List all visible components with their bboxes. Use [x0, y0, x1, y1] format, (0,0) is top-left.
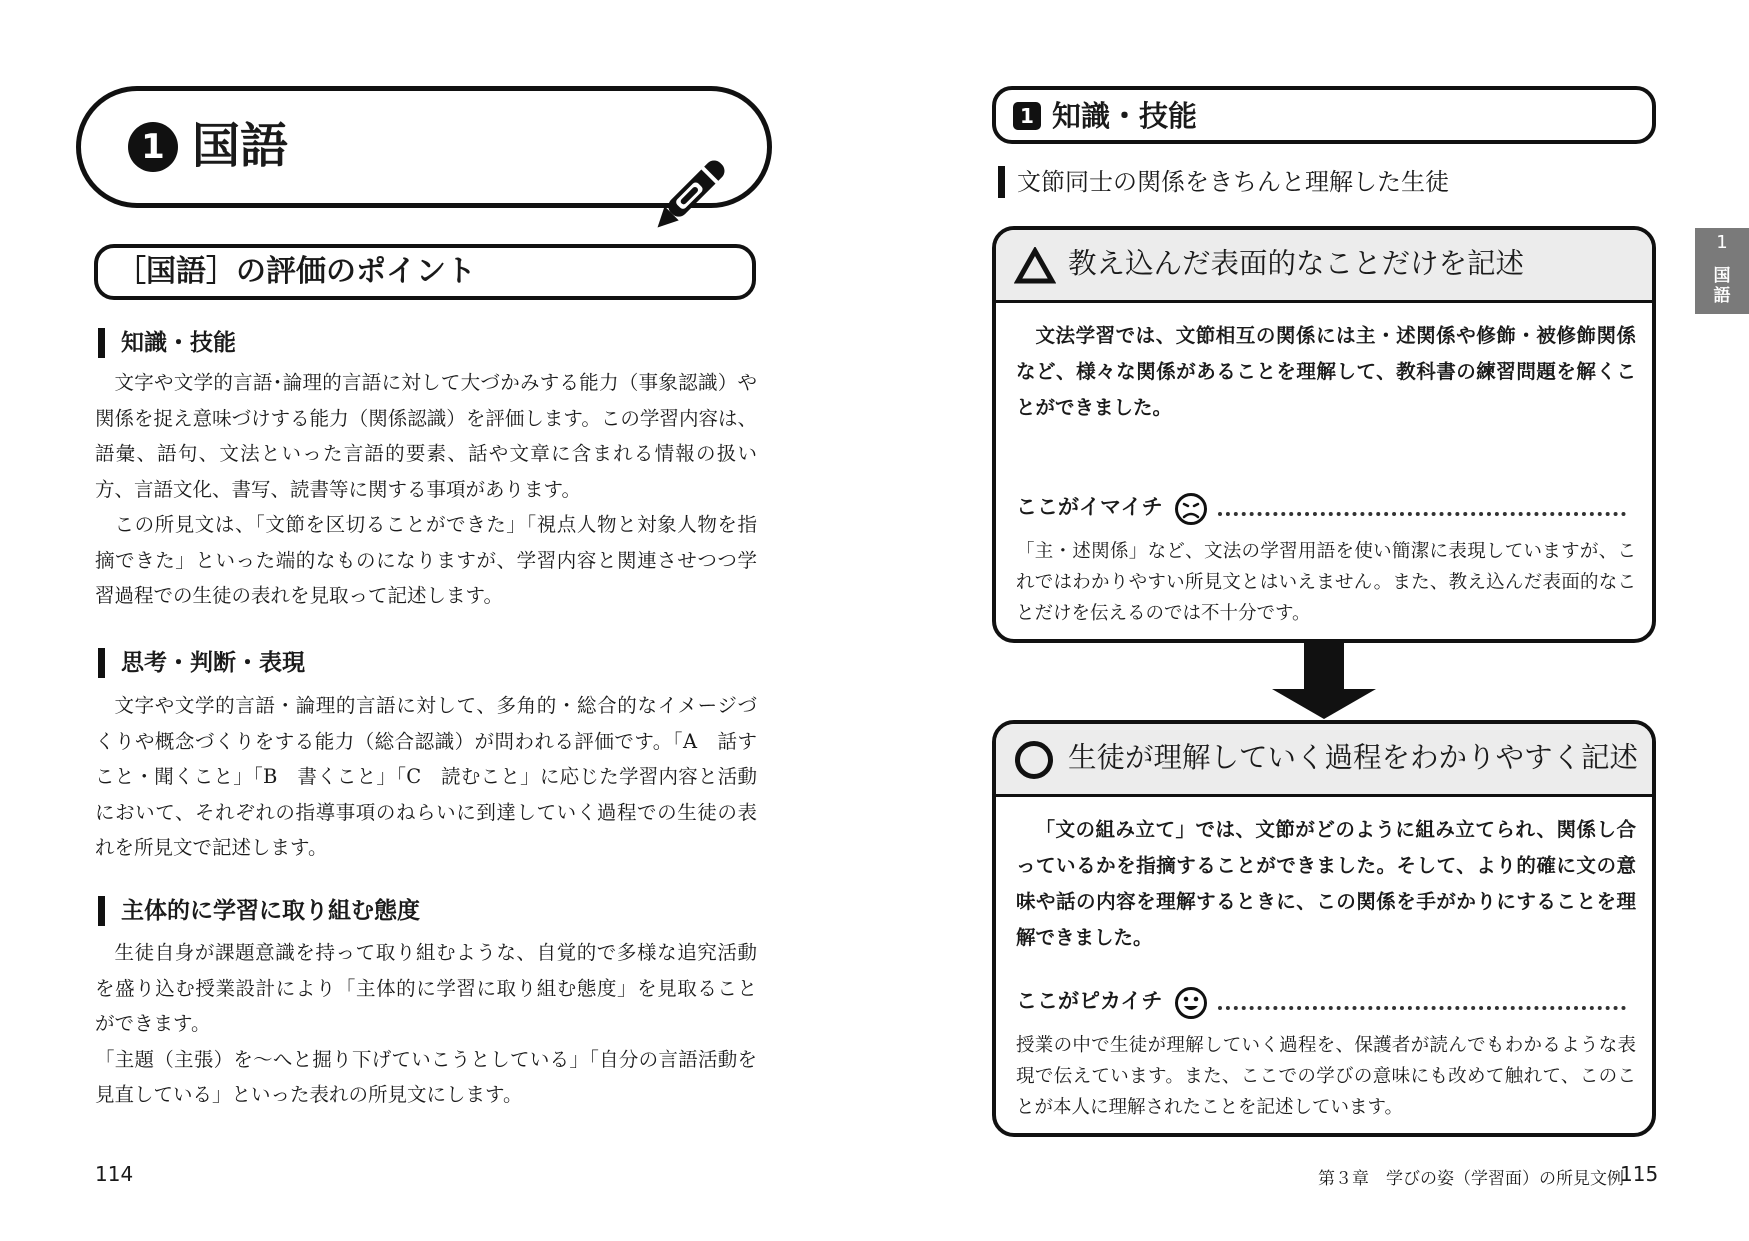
pen-icon — [640, 140, 750, 240]
good-example-text-wrap — [1016, 812, 1636, 956]
evaluation-points-title: ［国語］の評価のポイント — [116, 254, 476, 289]
side-tab-number: 1 — [1716, 232, 1728, 253]
bad-comment: 「主・述関係」など、文法の学習用語を使い簡潔に表現していますが、これではわかりやすい所見文とはいえません。また、教え込んだ表面的なことだけを伝えるのでは不十分です。 — [1016, 541, 1636, 624]
smile-face-icon — [1174, 986, 1208, 1020]
good-comment-wrap — [1016, 1030, 1636, 1123]
case-subheading: 文節同士の関係をきちんと理解した生徒 — [998, 166, 1449, 198]
page-number-right: 115 — [1620, 1162, 1659, 1186]
triangle-icon — [1014, 247, 1056, 285]
page-number-left: 114 — [95, 1162, 134, 1186]
bad-example-text: 文法学習では、文節相互の関係には主・述関係や修飾・被修飾関係など、様々な関係があることを理解して、教科書の練習問題を解くことができました。 — [1016, 324, 1636, 419]
section-title: 知識・技能 — [1052, 99, 1198, 133]
bad-example-title: 教え込んだ表面的なことだけを記述 — [1068, 247, 1525, 280]
paragraph: 文字や文学的言語・論理的言語に対して、多角的・総合的なイメージづくりや概念づくりをする能力（総合認識）が問われる評価です。「A 話すこと・聞くこと」「B 書くこと」「C 読むこと」に応じた学習内容と活動において、それぞれの指導事項のねらいに到達していく過程での生徒の表れを所見文で記述します。 — [95, 694, 757, 859]
paragraph: 文字や文学的言語･論理的言語に対して大づかみする能力（事象認識）や関係を捉え意味づけする能力（関係認識）を評価します。この学習内容は、語彙、語句、文法といった言語的要素、話や文章に含まれる情報の扱い方、言語文化、書写、読書等に関する事項があります。 — [95, 371, 757, 501]
bad-comment-wrap — [1016, 536, 1636, 629]
chapter-number-badge: 1 — [128, 122, 178, 172]
running-footer: 第３章 学びの姿（学習面）の所見文例 — [1318, 1169, 1624, 1189]
side-tab-label: 国 語 — [1713, 266, 1731, 306]
good-example-title: 生徒が理解していく過程をわかりやすく記述 — [1068, 741, 1639, 774]
chapter-title: 国語 — [192, 118, 289, 174]
bad-example-card — [992, 226, 1656, 643]
section-heading-knowledge: 知識・技能 — [98, 328, 236, 358]
paragraph: 「主題（主張）を～へと掘り下げていこうとしている」「自分の言語活動を見直している」といった表れの所見文にします。 — [95, 1047, 757, 1106]
section-body-thinking — [95, 688, 757, 866]
good-comment: 授業の中で生徒が理解していく過程を、保護者が読んでもわかるような表現で伝えています。また、ここでの学びの意味にも改めて触れて、このことが本人に理解されたことを記述しています。 — [1016, 1035, 1636, 1118]
bad-example-header — [996, 230, 1652, 303]
paragraph: この所見文は、「文節を区切ることができた」「視点人物と対象人物を指摘できた」といった端的なものになりますが、学習内容と関連させつつ学習過程での生徒の表れを見取って記述します。 — [95, 513, 757, 607]
bad-example-text-wrap — [1016, 318, 1636, 426]
good-example-card — [992, 720, 1656, 1137]
dotted-leader — [1218, 1006, 1626, 1010]
paragraph: 生徒自身が課題意識を持って取り組むような、自覚的で多様な追究活動を盛り込む授業設計により「主体的に学習に取り組む態度」を見取ることができます。 — [95, 941, 757, 1035]
dotted-leader — [1218, 512, 1626, 516]
section-heading-attitude: 主体的に学習に取り組む態度 — [98, 896, 420, 926]
section-body-knowledge — [95, 365, 757, 614]
circle-icon — [1014, 740, 1054, 780]
good-verdict-label: ここがピカイチ — [1016, 989, 1163, 1013]
frown-face-icon — [1174, 492, 1208, 526]
bad-verdict-label: ここがイマイチ — [1016, 495, 1163, 519]
good-example-text: 「文の組み立て」では、文節がどのように組み立てられ、関係し合っているかを指摘することができました。そして、より的確に文の意味や話の内容を理解するときに、この関係を手がかりにすることを理解できました。 — [1016, 818, 1636, 949]
section-body-attitude — [95, 935, 757, 1113]
section-number-badge: 1 — [1013, 102, 1041, 130]
good-example-header — [996, 724, 1652, 797]
down-arrow-icon — [1272, 641, 1376, 719]
section-heading-thinking: 思考・判断・表現 — [98, 648, 305, 678]
